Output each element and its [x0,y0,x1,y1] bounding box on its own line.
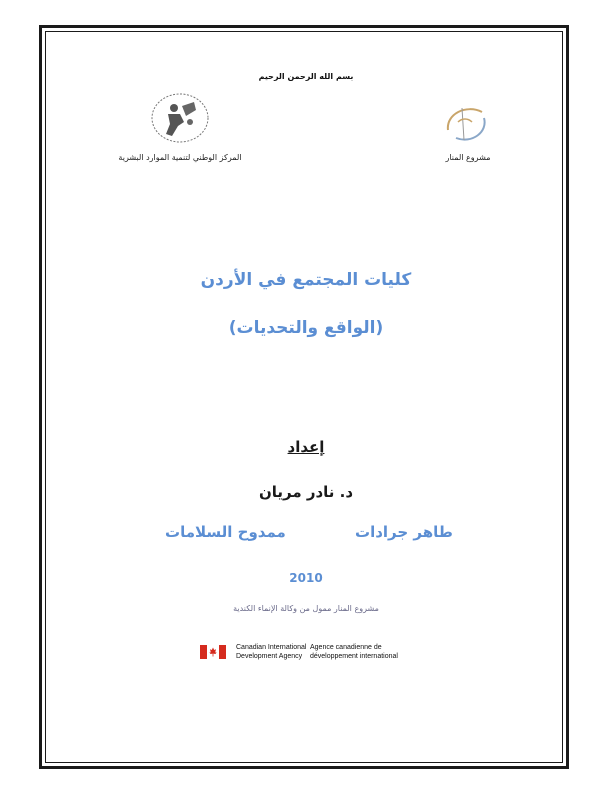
cida-english-name [236,643,307,661]
document-title: كليات المجتمع في الأردن [200,270,412,290]
author-2: ممدوح السلامات [165,523,286,541]
author-3: طاهر جرادات [355,523,453,541]
almanar-caption: مشروع المنار [445,153,491,162]
funding-note: مشروع المنار ممول من وكالة الإنماء الكندية [233,604,379,613]
cida-fr-line-1: Agence canadienne de [310,644,382,651]
canada-flag-icon [200,645,226,659]
cida-fr-line-2: développement international [310,653,398,660]
almanar-logo-icon [438,100,494,146]
author-1: د. نادر مريان [258,483,354,501]
cida-french-name [310,643,420,661]
basmala: بسم الله الرحمن الرحيم [258,72,354,81]
cida-logo-block [200,643,420,667]
publication-year: 2010 [289,571,323,585]
cida-en-line-2: Development Agency [236,653,303,660]
nchrd-logo-icon [150,92,210,144]
document-subtitle: (الواقع والتحديات) [228,318,384,338]
prepared-by-label: إعداد [287,438,325,456]
cida-en-line-1: Canadian International [236,644,307,651]
nchrd-caption: المركز الوطني لتنمية الموارد البشرية [118,153,242,162]
